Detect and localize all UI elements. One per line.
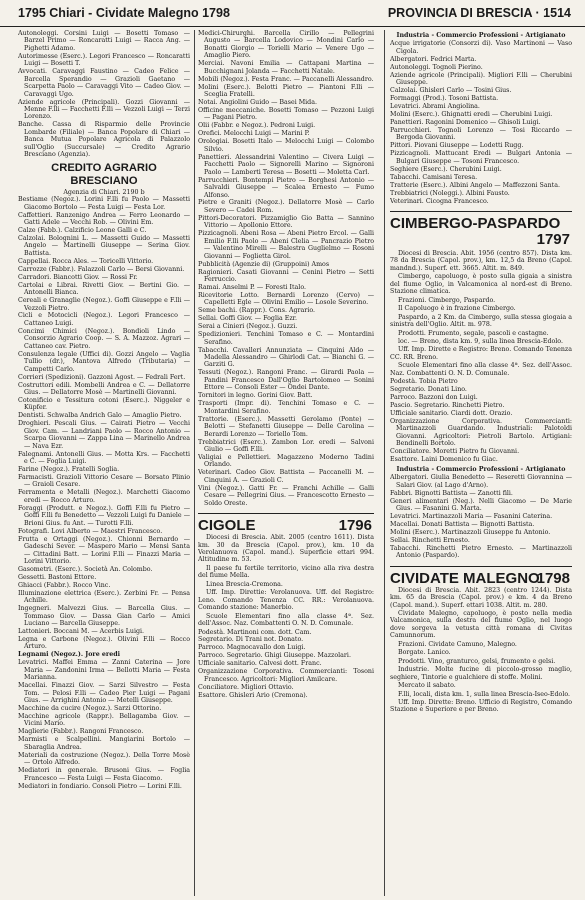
bank-advert-subtitle: Agenzia di Chiari. 2190 b <box>63 188 145 196</box>
entry: Pizzicagnoli. Mattucant Eredi — Bulgari Antonia — Bulgari Giuseppe — Tosoni Francesco. <box>390 150 572 165</box>
entry: Avvocati. Caravaggi Faustino — Cadeo Felice — Barcella Sperandio — Grazioli Gaetano — Scarpetta Paolo — Caravaggi Vito — Cadeo Giov. — Caravaggi Ugo. <box>18 68 190 98</box>
entry: Organizzazione Corporativa. Commercianti: Tosoni Francesco. Agricoltori: Migliori Amilcare. <box>198 668 374 683</box>
entry: Legna e Carbone (Negoz.). Olivini F.lli — Rocco Arturo. <box>18 635 190 651</box>
entry: Panettieri. Ragonini Domenico — Ghisoli Luigi. <box>390 118 541 126</box>
town-paragraph: Il paese fu fertile territorio, vicino alla riva destra del fiume Mella. <box>198 564 374 580</box>
entry: Mediatori in fondiario. Consoli Pietro — Lorini F.lli. <box>18 782 182 790</box>
entry: Consulenza legale (Uffici di). Gozzi Angelo — Vaglia Tullio (dr.), Mantova Alfredo (Tributaria) — Campetti Carlo. <box>18 350 190 373</box>
town-paragraph: Linea Brescia-Cremona. <box>206 580 283 588</box>
column-divider <box>194 30 195 896</box>
entry: Ferramenta e Metalli (Negoz.). Marchetti Giacomo eredi — Rocco Arturo. <box>18 489 190 504</box>
entry: Legnami (Negoz.). Jore eredi <box>18 651 121 659</box>
entry: Corrieri (Spedizioni). Gazzoni Agost. — Fedrali Fert. <box>18 373 186 381</box>
entry: Esattore. Ghisleri Ario (Cremona). <box>198 691 308 699</box>
entry: Vini (Negoz.). Gatti Fr. — Franchi Achille — Galli Cesare — Pellegrini Gius. — Francescotto Ernesto — Soldo Oreste. <box>198 484 374 507</box>
entry: Cereali e Granaglie (Negoz.). Goffi Giuseppe e F.lli — Vezzoli Pietro. <box>18 297 190 312</box>
entry: Caffettieri. Ranzenigo Andrea — Ferro Leonardo — Gatti Adele — Vecchi Rob. — Olivini Em. <box>18 211 190 227</box>
entry: Tratterie (Eserc.). Albini Angelo — Maffezzoni Santa. <box>390 181 560 189</box>
section-divider <box>390 566 572 567</box>
entry: Molini (Eserc.). Ghignatti eredi — Cherubini Luigi. <box>390 111 553 119</box>
entry: Fabbri. Bignotti Battista — Zanotti fili. <box>390 489 513 497</box>
section-subheading: Industria - Commercio Professioni - Artigianato <box>396 32 566 39</box>
town-paragraph: F.lli, locali, dista km. 1, sulla linea Brescia-Iseo-Edolo. <box>398 690 571 698</box>
entry: Segretario. Di Trani not. Donato. <box>198 636 304 644</box>
town-paragraph: Borgate. Lanico. <box>398 649 451 657</box>
entry: Autonoleggi. Corsini Luigi — Bosetti Tomaso — Barzel Primo — Roncaratti Luigi — Racca Ang. — Pighetti Adamo. <box>18 30 190 52</box>
town-heading-cigole <box>198 518 374 534</box>
entry: Aziende agricole (Principali). Gozzi Giovanni — Menne F.lli — Facchetti F.lli — Vezzoli Luigi — Terzi Lorenzo. <box>18 98 190 121</box>
town-name: CIGOLE <box>198 517 256 535</box>
town-paragraph: Paspardo, a 2 Km. da Cimbergo, sulla stessa giogaia a sinistra dell'Oglio. Altit. m. 978. <box>390 313 572 329</box>
town-number: 1797 <box>536 230 570 248</box>
entry: Levatrici. Abrami Angiolina. <box>390 103 480 111</box>
entry: Parroco. Magnocavallo don Luigi. <box>198 644 306 652</box>
entry: Parrucchieri. Tognoli Lorenzo — Tosi Riccardo — Bergoda Giovanni. <box>390 126 572 142</box>
entry: Pittori-Decoratori. Pizzamiglio Gio Batta — Sannino Vittorio — Apollonio Ettore. <box>198 214 374 230</box>
entry: Concimi Chimici (Negoz.). Bondioli Lindo — Consorzio Agrario Coop. — S. A. Mazzoz. Agrari — Cattaneo cav. Pietro. <box>18 327 190 350</box>
entry: Lattonieri. Boccani M. — Acerbis Luigi. <box>18 628 145 636</box>
entry: Calzolai. Ghisleri Carlo — Tosini Gius. <box>390 87 512 95</box>
entry: Farmacisti. Grazioli Vittorio Cesare — Borsato Plinio — Graioli Cesare. <box>18 473 190 489</box>
entry: Materiali da costruzione (Negoz.). Della Torre Mosè — Ortolo Alfredo. <box>18 751 190 767</box>
entry: Veterinari. Cadeo Giov. Battista — Paccanelli M. — Cinquini A. — Grazioli C. <box>198 469 374 484</box>
entry: Conciliatore. Migliori Ottavio. <box>198 683 294 691</box>
entry: Parroco. Bazzoni don Luigi. <box>390 394 478 402</box>
header-left-title: 1795 Chiari - Cividate Malegno 1798 <box>18 6 230 20</box>
entry: Bestiame (Negoz.). Lorini F.lli fu Paolo — Massetti Giacomo Bortolo — Festa Luigi — Festa Lor. <box>18 196 190 211</box>
entry: Sellai. Goffi Giov. — Foglia Ezr. <box>198 315 297 323</box>
town-paragraph: Uff. Imp. Dirette: Breno. Ufficio di Registro, Comando Stazione e Superiore e per Breno. <box>390 698 572 714</box>
entry: Ufficiale sanitario. Ciardi dott. Orazio. <box>390 410 513 418</box>
entry: Illuminazione elettrica (Eserc.). Zerbini Fr. — Pensa Achille. <box>18 589 190 605</box>
column-left <box>18 30 190 896</box>
entry: Autorimesse (Eserc.). Legori Francesco — Roncaratti Luigi — Bosetti T. <box>18 52 190 68</box>
entry: Marmisti e Scalpellini. Mangiarini Bortolo — Sbaraglia Andrea. <box>18 736 190 751</box>
entry: Aziende agricole (Principali). Migliori F.lli — Cherubini Giuseppe. <box>390 71 572 87</box>
entry: Farine (Negoz.). Fratelli Soglia. <box>18 466 120 474</box>
entry: Officine meccaniche. Bosetti Tomaso — Pezzoni Luigi — Pagani Pietro. <box>198 107 374 122</box>
entry: Levatrici. Martinazzoli Maria — Fasanini Caterina. <box>390 512 553 520</box>
entry: Organizzazione Corporativa. Commercianti: Martinazzoli Guardando. Industriali: Palotoldi Giovanni. Agricoltori: Pietroli Bartolo. Artigiani: Bendinelli Bortolo. <box>390 417 572 448</box>
bank-advert-title: CREDITO AGRARIO BRESCIANO <box>51 161 157 187</box>
entry: Veterinari. Cicogna Francesco. <box>390 197 489 205</box>
entry: Podestà. Martinoni com. dott. Cam. <box>198 628 312 636</box>
section-subheading: Industria - Commercio Professioni - Artigianato <box>396 465 566 473</box>
entry: Carradori. Biancotti Giov. — Rossi Fr. <box>18 273 138 281</box>
entry: Valigiai e Pellettieri. Magazzeno Moderno Tadini Orlando. <box>198 453 374 469</box>
entry: Ufficiale sanitario. Calvesi dott. Franc. <box>198 660 322 668</box>
entry: Carrozze (Fabbr.). Falazzoli Carlo — Bersi Giovanni. <box>18 265 185 273</box>
town-paragraph: Diocesi di Brescia. Abit. 1956 (centro 857). Dista km. 78 da Brescia (Capol. prov.), km. 12,5 da Breno (Capol. mandnd.). Superf. ett. 3665. Altit. m. 849. <box>390 249 572 272</box>
entry: Podestà. Tobia Pietro <box>390 378 458 386</box>
entry: Maglierie (Fabbr.). Rangoni Francesco. <box>18 728 144 736</box>
entry: Calzolai. Bolognini L. — Massetti Guido — Massetti Angelo — Martinelli Giuseppe — Serina Giov. Battista. <box>18 234 190 257</box>
entry: Merciai. Navoni Emilia — Cattapani Martina — Bucchignani Jolanda — Facchetti Natale. <box>198 60 374 75</box>
entry: Macellai. Finazzi Giov. — Sarzi Silvestro — Festa Tom. — Pelosi F.lli — Cadeo Pier Luigi — Pagani Gius. — Arrighini Antonio — Metelli Giuseppe. <box>18 682 190 705</box>
entry: Formaggi (Prod.). Tosoni Battista. <box>390 95 499 103</box>
entry: Cartolai e Librai. Rivetti Giov. — Bertini Gio. — Antonelli Bianca. <box>18 281 190 297</box>
town-number: 1798 <box>536 569 570 587</box>
entry: Tessuti (Negoz.). Rangoni Franc. — Girardi Paola — Pandini Francesco Dall'Oglio Bartolomeo — Sonini Ettore — Consoli Ester — Ondei Dante. <box>198 369 374 392</box>
entry: Serai a Cinieri (Negoz.). Guzzi. <box>198 323 298 331</box>
entry: Levatrici. Maffei Emma — Zanni Caterina — Jore Maria — Zandonini Irma — Bellotti Maria — Festa Marianna. <box>18 659 190 682</box>
entry: Frutta e Ortaggi (Negoz.). Chionni Bernardo — Gadeschi Sever. — Maspero Mario — Mensi Santa — Cittadini Batt. — Lorini F.lli — Finazzi Maria — Lorini Vittorio. <box>18 535 190 565</box>
entry: Notai. Angiolini Guido — Basei Mida. <box>198 99 317 107</box>
town-paragraph: Frazioni. Cimbergo, Paspardo. <box>398 296 496 304</box>
entry: Tabacchi. Rinchetti Pietro Ernesto. — Martinazzoli Antonio (Paspardo). <box>390 544 572 560</box>
entry: Trattorie. (Eserc.). Massetti Gerolamo (Ponte) — Belotti — Stefanetti Giuseppe — Delle Carolina — Berardi Lorenzo — Toriello Tom. <box>198 415 374 438</box>
entry: Seme bachi. (Rappr.). Cons. Agrario. <box>198 307 316 315</box>
town-paragraph: Frazioni. Cividate Camuno, Malegno. <box>398 640 517 648</box>
entry: Molini (Eserc.). Martinazzoli Giuseppe fu Antonio. <box>390 528 551 536</box>
entry: Olii (Fabbr. e Negoz.). Pedroni Luigi. <box>198 122 316 130</box>
entry: Calze (Fabb.). Calzificio Leone Galli e C. <box>18 226 147 234</box>
entry: Banche. Cassa di Risparmio delle Provincie Lombarde (Filiale) — Banca Popolare di Chiari — Banca Mutua Popolare Agricola di Palazzolo sull'Oglio (Succursale) — Credito Agrario Bresciano (Agenzia). <box>18 121 190 159</box>
entry: Fotografi. Lovi Alberto — Maestri Francesco. <box>18 527 163 535</box>
entry: Droghieri. Pescali Gius. — Cairati Pietro — Vecchi Giov. Cam. — Landriani Paolo — Rocco Antonio — Scarpa Giovanni — Zappa Lina — Marinello Andrea — Nava Ezr. <box>18 420 190 450</box>
entry: Macchine da cucire (Negoz.). Sarzi Ottorino. <box>18 705 162 713</box>
entry: Ingegneri. Malvezzi Gius. — Barcella Gius. — Tommaso Giov. — Dassa Gian Carlo — Amici Luciano — Barcella Giuseppe. <box>18 605 190 628</box>
entry: Trebbiatrici (Eserc.). Zambon Lor. eredi — Salvoni Giulio — Goffi F.lli. <box>198 438 374 453</box>
entry: Esattore. Laini Domenico fu Giac. <box>390 456 498 464</box>
entry: Tabacchi. Cavalleri Annunziata — Cinquini Aldo — Madella Alessandro — Ghirlodi Cat. — Bianchi G. — Garziti G. <box>198 346 374 369</box>
entry: Segretario. Donati Lino. <box>390 386 467 394</box>
town-paragraph: Diocesi di Brescia. Abit. 2823 (centro 1244). Dista km. 65 da Brescia (Capol. prov.) e km. 4 da Breno (Capol. mand.). Superf. ettari 1038. Altit. m. 280. <box>390 586 572 609</box>
entry: Cappellai. Rocca Ales. — Toricelli Vittorio. <box>18 257 154 265</box>
entry: Ragionieri. Casati Giovanni — Cenini Pietro — Setti Ferruccio. <box>198 268 374 283</box>
entry: Ramai. Anselmi P. — Foresti Italo. <box>198 283 307 291</box>
section-divider <box>198 513 374 514</box>
section-divider <box>390 211 572 212</box>
entry: Foraggi (Produtt. e Negoz.). Goffi F.lli fu Pietro — Goffi F.lli fu Benedetto — Vezzoli Luigi fu Daniele — Brioni Gius. fu Ant. — Turotti F.lli. <box>18 504 190 527</box>
entry: Macchine agricole (Rappr.). Bellagamba Giov. — Vicini Mario. <box>18 713 190 728</box>
entry: Spedizionieri. Tenchini Tomaso e C. — Montardini Serafino. <box>198 331 374 346</box>
entry: Mediatori in generale. Brusoni Gius. — Foglia Francesco — Festa Luigi — Festa Giacomo. <box>18 767 190 782</box>
entry: Molini (Eserc.). Belotti Pietro — Piantoni F.lli — Sceglia Fratelli. <box>198 83 374 99</box>
entry: Gasometri. (Eserc.). Società An. Colombo. <box>18 565 153 573</box>
town-paragraph: Scuole Elementari fino alla classe 4ª. Sez. dell'Assoc. Naz. Combattenti O. N. D. Comunale. <box>198 612 374 628</box>
entry: Trebbiatrici (Noleggi.). Albini Fausto. <box>390 189 510 197</box>
town-paragraph: Uff. Imp. Direttie: Verolanuova. Uff. del Registro: Leno. Comando Tenenza CC. RR.: Verolanuova. Comando stazione: Manerbio. <box>198 589 374 612</box>
entry: Tornitori in legno. Gorini Giov. Batt. <box>198 392 313 400</box>
town-paragraph: Cimbergo, capoluogo, è posto sulla gigaia a sinistra del fiume Oglio, in Valcamonica al nord-est di Breno. Stazione climatica. <box>390 273 572 296</box>
entry: Costruttori edili. Mombelli Andrea e C. — Dellatorre Gius. — Dellatorre Mosè — Martinelli Giovanni. <box>18 381 190 396</box>
entry: Dentisti. Schwalba Andrich Galo — Amaglio Pietro. <box>18 412 182 420</box>
entry: Pittori. Piovani Giuseppe — Lodetti Rugg. <box>390 142 524 150</box>
entry: Panettieri. Alessandrini Valentino — Civera Luigi — Facchetti Paolo — Signorelli Marino — Signoroni Paolo — Lamberti Teresa — Bosetti — Moletta Carl. <box>198 153 374 176</box>
town-paragraph: Il Capoluogo è in frazione Cimbergo. <box>398 305 516 313</box>
entry: Tabacchi. Camisani Teresa. <box>390 173 478 181</box>
entry: Generi alimentari (Neg.). Nelli Giacomo — De Marie Gius. — Fasanini G. Marta. <box>390 497 572 512</box>
town-name: CIVIDATE MALEGNO <box>390 569 540 587</box>
entry: Acque irrigatorie (Consorzi di). Vaso Martinoni — Vaso Cigola. <box>390 40 572 55</box>
entry: Parrucchieri. Bontempi Pietro — Borghesi Antonio — Salvaldi Giuseppe — Scalea Ernesto — Fumo Alfonso. <box>198 176 374 199</box>
entry: Cicli e Motocicli (Negoz.). Legori Francesco — Cattaneo Luigi. <box>18 312 190 327</box>
column-divider <box>384 30 385 896</box>
entry: Parroco. Segretario. Ghigi Giuseppe. Mazzolari. <box>198 652 351 660</box>
entry: Seghiere (Eserc.). Cherubini Luigi. <box>390 165 502 173</box>
town-heading-cimbergo: CIMBERGO-PASPARDO <box>390 214 561 232</box>
entry: Pubblicità (Agenzie di) (Gruppoini) Amos <box>198 260 330 268</box>
entry: Sellai. Rinchetti Ernesto. <box>390 536 470 544</box>
column-middle <box>198 30 374 896</box>
entry: Gessetti. Bastoni Ettore. <box>18 573 97 581</box>
entry: Ricevitorie Lotto. Bernardi Lorenzo (Cervo) — Capelletti Egle — Olivini Emilio — Losole Severino. <box>198 291 374 307</box>
column-right <box>390 30 572 896</box>
town-number: 1796 <box>338 517 372 535</box>
town-paragraph: Diocesi di Brescia. Abit. 2005 (centro 1611). Dista km. 30 da Brescia (Capol. prov.), km. 10 da Verolanuova (Capol. mand.). Superficie ettari 994. Altitudine m. 53. <box>198 534 374 564</box>
town-paragraph: Industrie. Molte fucine di piccolo-grosso maglio, seghiere, Tintorie e gualchiere di stoffe. Molini. <box>390 666 572 681</box>
town-paragraph: Mercato il sabato. <box>398 682 456 690</box>
town-paragraph: Scuole Elementari fino alla classe 4ª. Sez. dell'Assoc. Naz. Combattenti O. N. D. Comunale. <box>390 362 572 377</box>
entry: Albergatori. Giulia Benedetto — Reseretti Giovannina — Salari Giov. (al Lago d'Arno). <box>390 474 572 489</box>
town-paragraph: Prodotti. Vino, granturco, gelsi, frumento e gelsi. <box>398 657 556 665</box>
entry: Pietre e Graniti (Negoz.). Dellatorre Mosè — Carlo Severo — Cadei Rom. <box>198 199 374 214</box>
town-paragraph: Uff. Imp. Dirette e Registro: Breno. Comando Tenenza CC. RR. Breno. <box>390 346 572 361</box>
town-paragraph: Cividate Malegno, capoluogo, è posto nella media Valcamonica, sulla destra del fiume Oglio, nel luogo dove sorgeva la vetusta città romana di Civitas Camunnorum. <box>390 610 572 640</box>
entry: Trasporti (Impr. di). Tenchini Tomaso e C. — Montardini Serafino. <box>198 400 374 415</box>
town-paragraph: Prodotti. Frumento, segale, pascoli e castagne. <box>398 329 549 337</box>
entry: Orefici. Melocchi Luigi — Marini P. <box>198 130 310 138</box>
entry: Falegnami. Antonelli Gius. — Motta Krs. — Facchetti e C. — Foglia Luigi. <box>18 450 190 466</box>
entry: Cotonificio e Tessitura cotoni (Eserc.). Niggeler e Küpfer. <box>18 396 190 412</box>
entry: Ghiacci (Fabbr.). Rocco Vinc. <box>18 581 111 589</box>
entry: Medici-Chirurghi. Barcella Cirillo — Pellegrini Augusto — Barcella Lodovico — Mondini Carlo — Bonatti Giorgio — Torielli Mario — Venere Ugo — Amaglio Piero. <box>198 30 374 60</box>
entry: Pascio. Segretario. Rinchetti Pietro. <box>390 402 505 410</box>
entry: Orologiai. Bosetti Italo — Melocchi Luigi — Colombo Silvio. <box>198 138 374 153</box>
header-right-title: PROVINCIA DI BRESCIA · 1514 <box>387 6 571 20</box>
entry: Mobili (Negoz.). Festa Franc. — Paccanelli Alessandro. <box>198 75 374 83</box>
entry: Conciliatore. Moretti Pietro fu Giovanni. <box>390 448 520 456</box>
entry: Albergatori. Fedrici Marta. <box>390 55 477 63</box>
page-header <box>0 0 585 27</box>
town-paragraph: loc. — Breno, dista km. 9, sulla linea Brescia-Edolo. <box>398 337 563 345</box>
entry: Macellai. Donati Battista — Bignotti Battista. <box>390 520 535 528</box>
entry: Pizzicagnoli. Abeni Rosa — Abeni Pietro Ercol. — Galli Emilio F.lli Paolo — Abeni Clelia — Pancrazio Pietro — Valentino Mirelli — Balestra Guglielmo — Rosoni Giovanni — Foglietta Girol. <box>198 230 374 260</box>
town-heading-cividate <box>390 571 572 587</box>
entry: Autonoleggi. Tognoli Pierino. <box>390 63 483 71</box>
